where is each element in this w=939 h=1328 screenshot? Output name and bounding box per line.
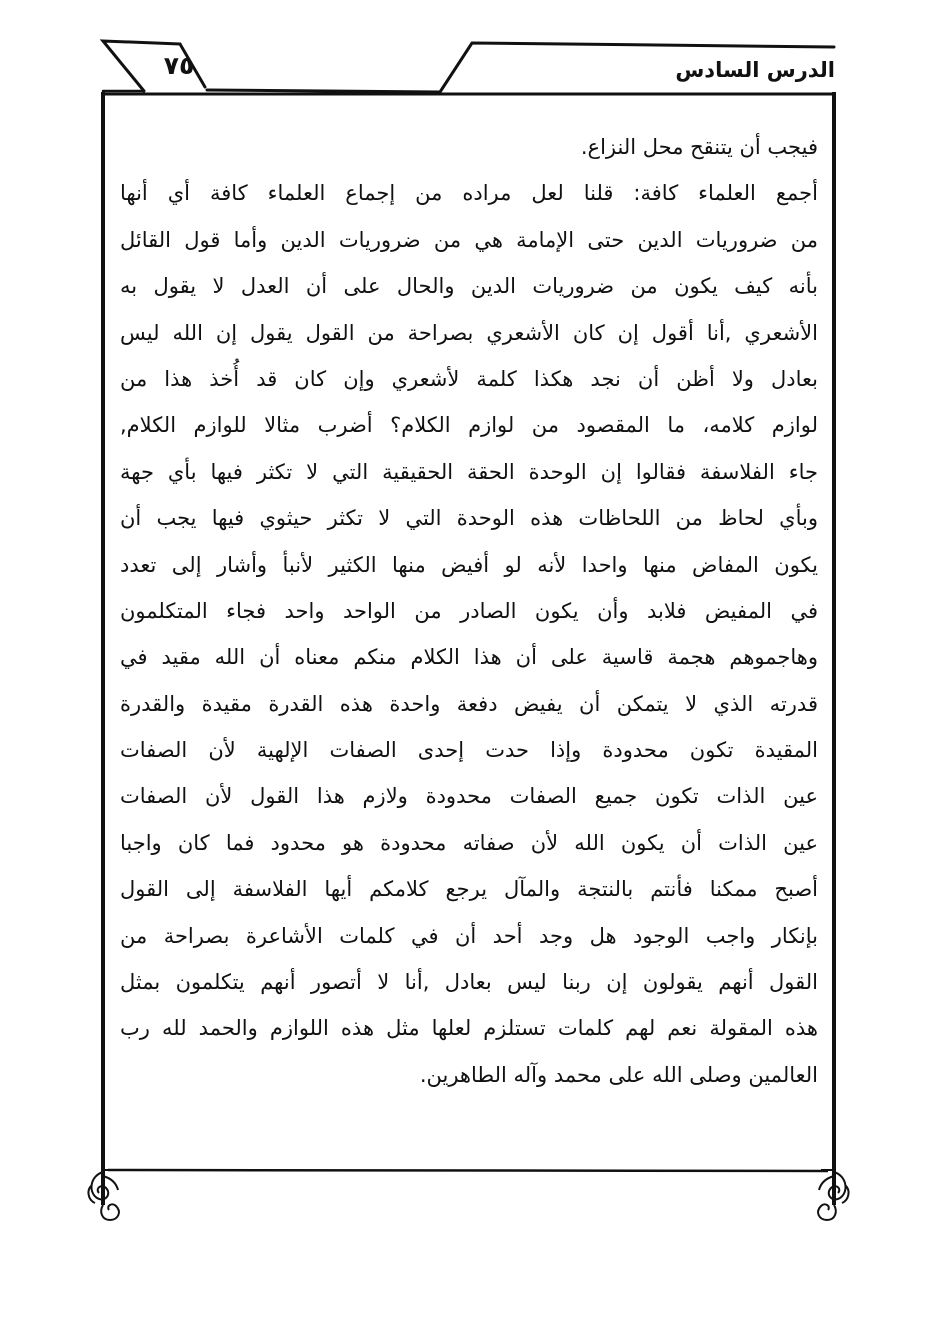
text-line: أجمع العلماء كافة: قلنا لعل مراده من إجماع العلماء كافة أي أنها bbox=[120, 181, 818, 206]
page-number: ٧٥ bbox=[163, 51, 195, 80]
text-line: العالمين وصلى الله على محمد وآله الطاهرين. bbox=[419, 1062, 818, 1087]
text-line: يكون المفاض منها واحدا لأنه لو أفيض منها الكثير لأنبأ وأشار إلى تعدد bbox=[120, 552, 818, 577]
text-line: الأشعري ,أنا أقول إن كان الأشعري بصراحة من القول يقول إن الله ليس bbox=[120, 320, 818, 345]
text-line: أصبح ممكنا فأنتم بالنتجة والمآل يرجع كلامكم أيها الفلاسفة إلى القول bbox=[120, 877, 818, 902]
text-line: وبأي لحاظ من اللحاظات هذه الوحدة التي لا تكثر حيثوي فيها يجب أن bbox=[120, 506, 818, 531]
text-line: عين الذات تكون جميع الصفات محدودة ولازم هذا القول لأن الصفات bbox=[120, 784, 818, 809]
text-line: القول أنهم يقولون إن ربنا ليس بعادل ,أنا لا أتصور أنهم يتكلمون بمثل bbox=[120, 970, 818, 995]
text-line: عين الذات أن يكون الله لأن صفاته محدودة هو محدود فما كان واجبا bbox=[120, 830, 818, 855]
text-line: هذه المقولة نعم لهم كلمات تستلزم لعلها مثل هذه اللوازم والحمد لله رب bbox=[120, 1016, 818, 1041]
text-line: بعادل ولا أظن أن نجد هكذا كلمة لأشعري وإن كان قد أُخذ هذا من bbox=[120, 366, 818, 391]
text-line: قدرته الذي لا يتمكن أن يفيض دفعة واحدة هذه القدرة مقيدة والقدرة bbox=[120, 691, 818, 716]
text-line: من ضروريات الدين حتى الإمامة هي من ضروريات الدين وأما قول القائل bbox=[120, 227, 818, 252]
text-line: المقيدة تكون محدودة وإذا حدت إحدى الصفات الإلهية لأن الصفات bbox=[120, 738, 818, 763]
body-text bbox=[120, 124, 818, 1098]
text-line: لوازم كلامه، ما المقصود من لوازم الكلام؟ أضرب مثالا للوازم الكلام, bbox=[120, 413, 818, 438]
text-line: بإنكار واجب الوجود هل وجد أحد أن في كلمات الأشاعرة بصراحة من bbox=[120, 923, 818, 948]
text-line: بأنه كيف يكون من ضروريات الدين والحال على أن العدل لا يقول به bbox=[120, 274, 818, 299]
chapter-title: الدرس السادس bbox=[675, 58, 835, 82]
text-line: في المفيض فلابد وأن يكون الصادر من الواحد واحد فجاء المتكلمون bbox=[120, 598, 818, 623]
text-line: جاء الفلاسفة فقالوا إن الوحدة الحقة الحقيقية التي لا تكثر فيها بأي جهة bbox=[120, 459, 818, 484]
text-line: فيجب أن يتنقح محل النزاع. bbox=[580, 135, 818, 159]
text-line: وهاجموهم هجمة قاسية على أن هذا الكلام منكم معناه أن الله مقيد في bbox=[120, 645, 818, 670]
